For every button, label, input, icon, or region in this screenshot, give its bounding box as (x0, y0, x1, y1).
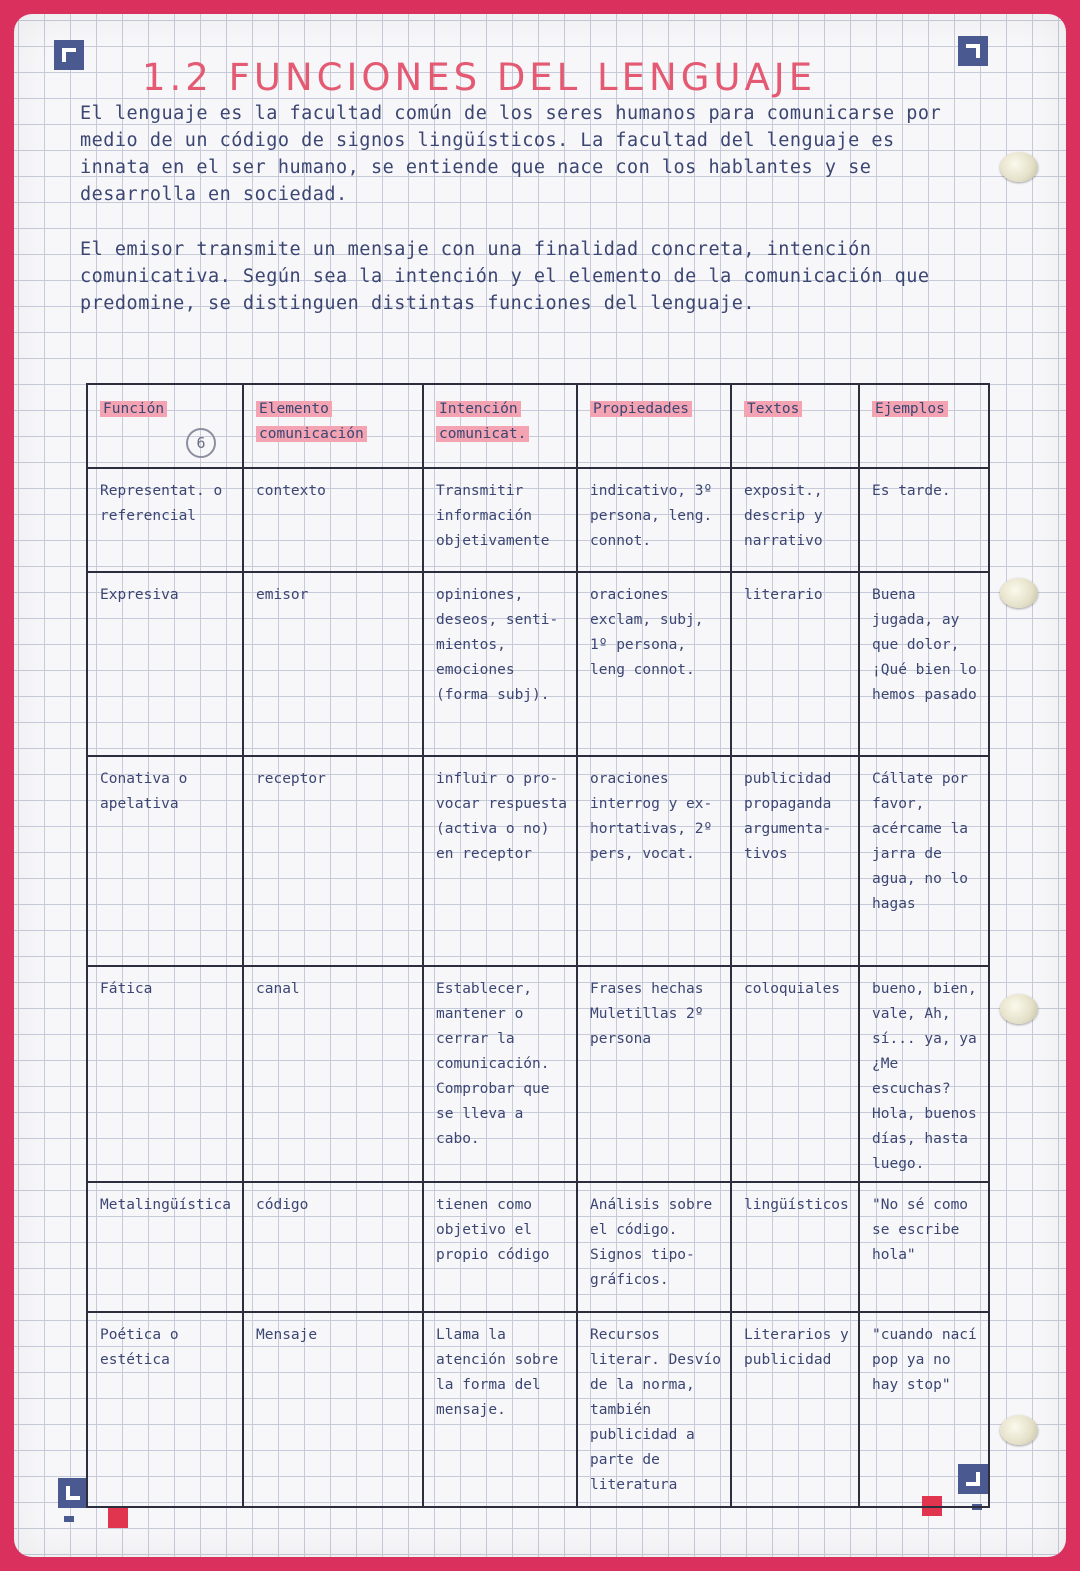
cell-ejemplos: Es tarde. (859, 468, 989, 572)
header-propiedades: Propiedades (577, 384, 731, 468)
cell-funcion: Representat. o referencial (87, 468, 243, 572)
cell-propiedades: Frases hechas Muletillas 2º persona (577, 966, 731, 1182)
table-row (87, 1312, 989, 1507)
cell-intencion: influir o pro-vocar respuesta (activa o no) en receptor (423, 756, 577, 966)
cell-propiedades: Recursos literar. Desvío de la norma, también publicidad a parte de literatura (577, 1312, 731, 1507)
decorative-square (64, 1516, 74, 1522)
cell-textos: lingüísticos (731, 1182, 859, 1312)
corner-tab-icon (958, 36, 988, 66)
cell-intencion: opiniones, deseos, senti-mientos, emociones (forma subj). (423, 572, 577, 756)
cell-propiedades: Análisis sobre el código. Signos tipo-gráficos. (577, 1182, 731, 1312)
binder-hole (1000, 578, 1038, 608)
binder-hole (1000, 152, 1038, 182)
header-textos: Textos (731, 384, 859, 468)
cell-textos: exposit., descrip y narrativo (731, 468, 859, 572)
cell-propiedades: oraciones exclam, subj, 1º persona, leng connot. (577, 572, 731, 756)
cell-ejemplos: Cállate por favor, acércame la jarra de agua, no lo hagas (859, 756, 989, 966)
intention-paragraph: El emisor transmite un mensaje con una finalidad concreta, intención comunicativa. Según sea la intención y el elemento de la comunicación que predomine, se distinguen distintas funciones del lenguaje. (80, 239, 930, 314)
cell-ejemplos: bueno, bien, vale, Ah, sí... ya, ya ¿Me escuchas? Hola, buenos días, hasta luego. (859, 966, 989, 1182)
binder-hole (1000, 994, 1038, 1024)
functions-table (86, 383, 990, 1508)
cell-ejemplos: Buena jugada, ay que dolor, ¡Qué bien lo hemos pasado (859, 572, 989, 756)
cell-elemento: canal (243, 966, 423, 1182)
cell-intencion: Establecer, mantener o cerrar la comunicación. Comprobar que se lleva a cabo. (423, 966, 577, 1182)
table-row (87, 468, 989, 572)
header-intencion: Intención comunicat. (423, 384, 577, 468)
corner-tab-icon (54, 40, 84, 70)
table-row (87, 1182, 989, 1312)
cell-intencion: Transmitir información objetivamente (423, 468, 577, 572)
cell-intencion: tienen como objetivo el propio código (423, 1182, 577, 1312)
page-title: 1.2 FUNCIONES DEL LENGUAJE (142, 56, 817, 99)
cell-textos: publicidad propaganda argumenta-tivos (731, 756, 859, 966)
cell-intencion: Llama la atención sobre la forma del mensaje. (423, 1312, 577, 1507)
circled-number-badge: 6 (186, 428, 216, 458)
cell-funcion: Poética o estética (87, 1312, 243, 1507)
cell-funcion: Fática (87, 966, 243, 1182)
cell-textos: Literarios y publicidad (731, 1312, 859, 1507)
table-row (87, 966, 989, 1182)
binder-hole (1000, 1415, 1038, 1445)
header-ejemplos: Ejemplos (859, 384, 989, 468)
decorative-square (108, 1508, 128, 1528)
cell-elemento: emisor (243, 572, 423, 756)
table-header-row (87, 384, 989, 468)
cell-funcion: Expresiva (87, 572, 243, 756)
cell-funcion: Conativa o apelativa (87, 756, 243, 966)
cell-elemento: receptor (243, 756, 423, 966)
table-row (87, 756, 989, 966)
header-elemento: Elemento comunicación (243, 384, 423, 468)
cell-elemento: código (243, 1182, 423, 1312)
table-row (87, 572, 989, 756)
cell-ejemplos: "No sé como se escribe hola" (859, 1182, 989, 1312)
cell-textos: coloquiales (731, 966, 859, 1182)
cell-elemento: contexto (243, 468, 423, 572)
cell-propiedades: oraciones interrog y ex-hortativas, 2º pers, vocat. (577, 756, 731, 966)
corner-tab-icon (58, 1478, 88, 1508)
cell-funcion: Metalingüística (87, 1182, 243, 1312)
cell-textos: literario (731, 572, 859, 756)
intro-paragraph: El lenguaje es la facultad común de los seres humanos para comunicarse por medio de un código de signos lingüísticos. La facultad del lenguaje es innata en el ser humano, se entiende que nace con los hablantes y se desarrolla en sociedad. (80, 103, 942, 205)
header-funcion: Función 6 (87, 384, 243, 468)
cell-elemento: Mensaje (243, 1312, 423, 1507)
cell-ejemplos: "cuando nací pop ya no hay stop" (859, 1312, 989, 1507)
cell-propiedades: indicativo, 3º persona, leng. connot. (577, 468, 731, 572)
